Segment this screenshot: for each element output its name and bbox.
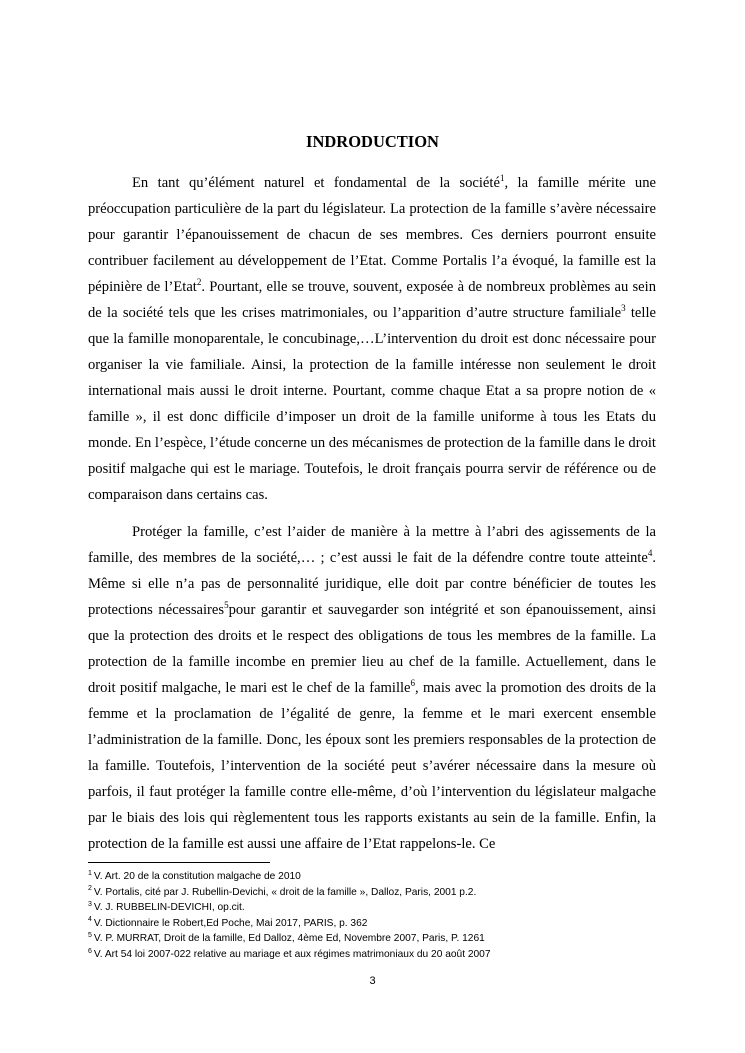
footnote-separator	[88, 862, 270, 863]
footnote-number: 3	[88, 900, 92, 908]
paragraph-text: pour garantir et sauvegarder son intégrité et son épanouissement, ainsi que la protection des droits et le respect des obligations de tous les membres de la famille. La protection de la famille incombe en premier lieu au chef de la famille. Actuellement, dans le droit positif malgache, le mari est le chef de la famille	[88, 602, 656, 696]
footnote-ref-2[interactable]: 2	[196, 277, 202, 288]
footnote-text: V. P. MURRAT, Droit de la famille, Ed Dalloz, 4ème Ed, Novembre 2007, Paris, P. 1261	[93, 933, 485, 945]
footnote-item	[88, 931, 688, 947]
paragraph-text: En tant qu’élément naturel et fondamental de la société	[132, 175, 500, 191]
footnote-item	[88, 869, 688, 885]
paragraph-text: telle que la famille monoparentale, le concubinage,…L’intervention du droit est donc nécessaire pour organiser la vie familiale. Ainsi, la protection de la famille intéresse non seulement le droit international mais aussi le droit interne. Pourtant, comme chaque Etat a sa propre notion de « famille », il est donc difficile d’imposer un droit de la famille uniforme à tous les Etats du monde. En l’espèce, l’étude concerne un des mécanismes de protection de la famille dans le droit positif malgache qui est le mariage. Toutefois, le droit français pourra servir de référence ou de comparaison dans certains cas.	[88, 305, 656, 503]
paragraph-text: , la famille mérite une préoccupation particulière de la part du législateur. La protection de la famille s’avère nécessaire pour garantir l’épanouissement de chacun de ses membres. Ces derniers pourront ensuite contribuer facilement au développement de l’Etat. Comme Portalis l’a évoqué, la famille est la pépinière de l’Etat	[88, 175, 656, 295]
footnote-number: 2	[88, 885, 92, 893]
footnote-ref-5[interactable]: 5	[224, 600, 229, 611]
footnote-item	[88, 947, 688, 963]
footnote-ref-1[interactable]: 1	[499, 173, 505, 184]
footnote-item	[88, 900, 688, 916]
footnote-text: V. Art 54 loi 2007-022 relative au mariage et aux régimes matrimoniaux du 20 août 2007	[93, 948, 491, 960]
footnote-number: 6	[88, 947, 92, 955]
footnotes	[88, 869, 688, 963]
paragraph-intro	[88, 170, 656, 508]
paragraph-text: . Pourtant, elle se trouve, souvent, exposée à de nombreux problèmes au sein de la société tels que les crises matrimoniales, ou l’apparition d’autre structure familiale	[88, 279, 657, 321]
footnote-text: V. Portalis, cité par J. Rubellin-Devichi, « droit de la famille », Dalloz, Paris, 2001 p.2.	[93, 886, 477, 898]
page-number: 3	[369, 975, 376, 987]
footnote-text: V. Art. 20 de la constitution malgache de 2010	[93, 871, 301, 882]
footnote-item	[88, 885, 688, 901]
footnote-ref-3[interactable]: 3	[621, 303, 626, 314]
footnote-ref-4[interactable]: 4	[647, 548, 653, 559]
paragraph-text: Protéger la famille, c’est l’aider de manière à la mettre à l’abri des agissements de la famille, des membres de la société,… ; c’est aussi le fait de la défendre contre toute atteinte	[88, 524, 656, 566]
paragraph-text: , mais avec la promotion des droits de la femme et la proclamation de l’égalité de genre, la femme et le mari exercent ensemble l’administration de la famille. Donc, les époux sont les premiers responsables de la protection de la famille. Toutefois, l’intervention de la société peut s’avérer nécessaire dans la mesure où parfois, il faut protéger la famille contre elle-même, d’où l’intervention du législateur malgache par le biais des lois qui règlementent tous les rapports existants au sein de la famille. Enfin, la protection de la famille est aussi une affaire de l’Etat rappelons-le. Ce	[88, 680, 657, 852]
page-title: INDRODUCTION	[306, 132, 439, 151]
footnote-text: V. Dictionnaire le Robert,Ed Poche, Mai 2017, PARIS, p. 362	[93, 917, 368, 929]
footnote-number: 1	[88, 869, 92, 877]
paragraph-protection	[88, 519, 656, 857]
footnote-number: 5	[88, 931, 92, 939]
footnote-ref-6[interactable]: 6	[410, 678, 416, 689]
footnote-item	[88, 916, 688, 932]
footnote-text: V. J. RUBBELIN-DEVICHI, op.cit.	[93, 902, 245, 914]
paragraph-text: . Même si elle n’a pas de personnalité juridique, elle doit par contre bénéficier de toutes les protections nécessaires	[88, 550, 656, 618]
footnote-number: 4	[88, 916, 92, 924]
